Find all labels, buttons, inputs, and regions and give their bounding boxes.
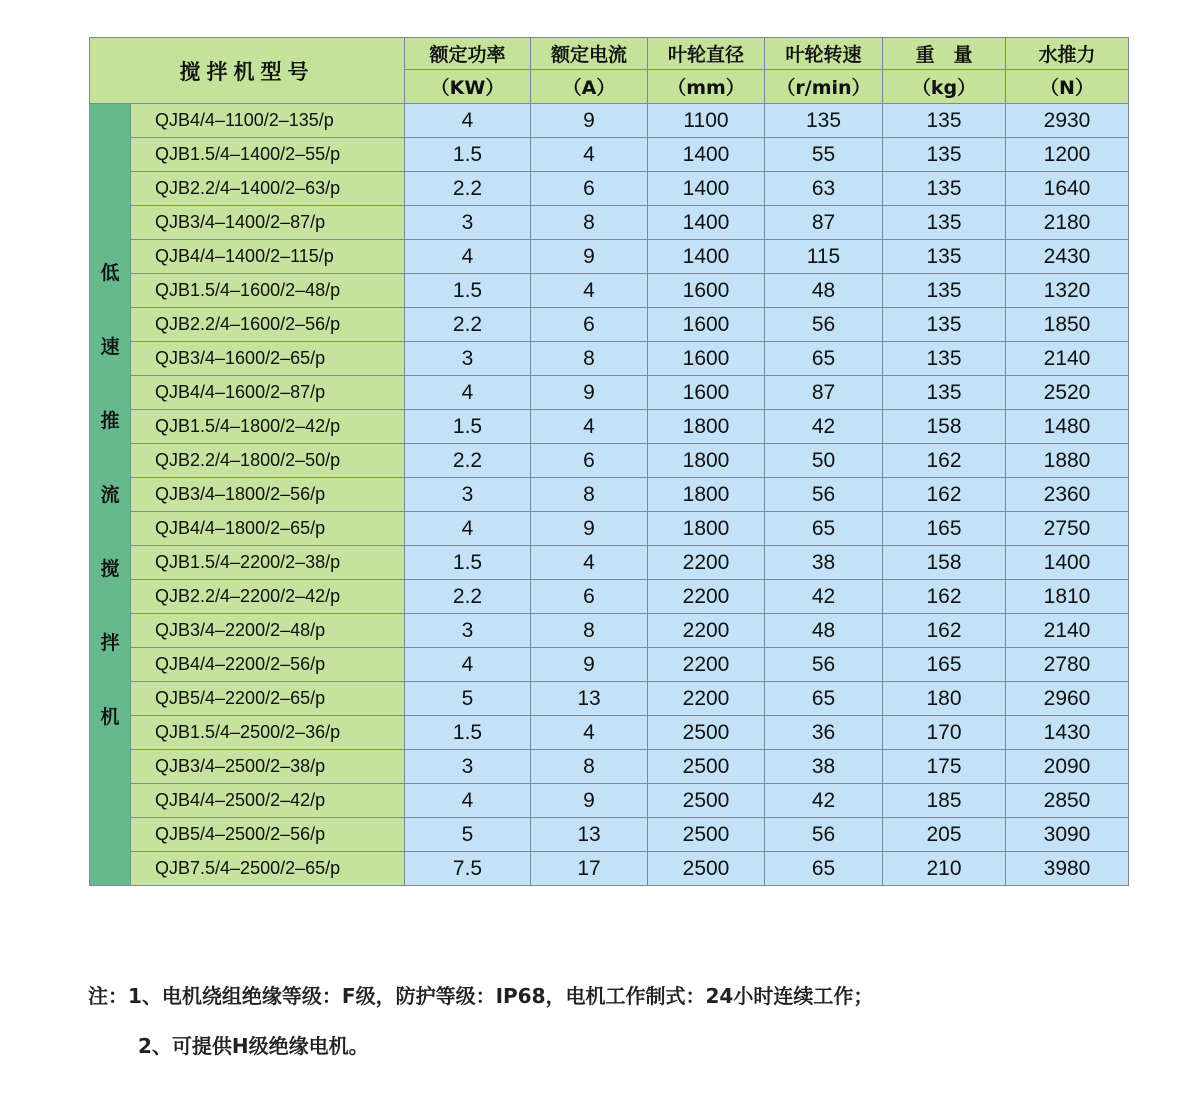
cell-model: QJB3/4–1400/2–87/p [131, 206, 405, 240]
cell-speed: 38 [765, 546, 883, 580]
table-row [90, 512, 1129, 546]
cell-speed: 56 [765, 818, 883, 852]
cell-power: 4 [405, 104, 531, 138]
cell-speed: 135 [765, 104, 883, 138]
cell-model: QJB2.2/4–2200/2–42/p [131, 580, 405, 614]
cell-weight: 162 [883, 478, 1006, 512]
table-row [90, 104, 1129, 138]
cell-speed: 65 [765, 512, 883, 546]
cell-weight: 165 [883, 648, 1006, 682]
cell-diameter: 2200 [648, 682, 765, 716]
unit-impeller-diameter: （mm） [648, 70, 765, 104]
category-char: 机 [100, 705, 120, 728]
cell-current: 4 [531, 410, 648, 444]
cell-speed: 115 [765, 240, 883, 274]
cell-diameter: 2500 [648, 716, 765, 750]
cell-model: QJB1.5/4–2500/2–36/p [131, 716, 405, 750]
cell-current: 4 [531, 138, 648, 172]
cell-thrust: 1480 [1006, 410, 1129, 444]
cell-current: 4 [531, 274, 648, 308]
cell-power: 4 [405, 240, 531, 274]
cell-speed: 87 [765, 206, 883, 240]
table-row [90, 750, 1129, 784]
cell-diameter: 2200 [648, 614, 765, 648]
cell-diameter: 1400 [648, 240, 765, 274]
cell-model: QJB3/4–1600/2–65/p [131, 342, 405, 376]
cell-thrust: 3980 [1006, 852, 1129, 886]
cell-thrust: 2850 [1006, 784, 1129, 818]
cell-power: 5 [405, 818, 531, 852]
cell-weight: 158 [883, 546, 1006, 580]
cell-weight: 135 [883, 240, 1006, 274]
cell-thrust: 2140 [1006, 614, 1129, 648]
cell-speed: 56 [765, 648, 883, 682]
cell-power: 3 [405, 478, 531, 512]
cell-model: QJB3/4–1800/2–56/p [131, 478, 405, 512]
cell-weight: 135 [883, 342, 1006, 376]
category-char: 速 [100, 335, 120, 358]
cell-diameter: 1800 [648, 478, 765, 512]
cell-current: 6 [531, 580, 648, 614]
cell-current: 13 [531, 818, 648, 852]
table-row [90, 784, 1129, 818]
cell-power: 1.5 [405, 546, 531, 580]
cell-weight: 165 [883, 512, 1006, 546]
header-model: 搅拌机型号 [90, 38, 405, 104]
cell-current: 6 [531, 172, 648, 206]
cell-thrust: 2750 [1006, 512, 1129, 546]
header-weight: 重 量 [883, 38, 1006, 70]
cell-model: QJB7.5/4–2500/2–65/p [131, 852, 405, 886]
cell-diameter: 1600 [648, 274, 765, 308]
cell-model: QJB5/4–2200/2–65/p [131, 682, 405, 716]
header-row [90, 38, 1129, 70]
cell-power: 4 [405, 376, 531, 410]
cell-current: 6 [531, 444, 648, 478]
cell-thrust: 1810 [1006, 580, 1129, 614]
category-cell [90, 104, 131, 886]
cell-current: 9 [531, 104, 648, 138]
cell-thrust: 1850 [1006, 308, 1129, 342]
cell-thrust: 2140 [1006, 342, 1129, 376]
cell-speed: 42 [765, 580, 883, 614]
cell-thrust: 1880 [1006, 444, 1129, 478]
cell-diameter: 2500 [648, 750, 765, 784]
category-char: 拌 [100, 631, 120, 654]
cell-thrust: 2960 [1006, 682, 1129, 716]
cell-model: QJB4/4–1800/2–65/p [131, 512, 405, 546]
cell-model: QJB1.5/4–1400/2–55/p [131, 138, 405, 172]
category-char: 推 [100, 409, 120, 432]
cell-power: 1.5 [405, 410, 531, 444]
table-row [90, 852, 1129, 886]
unit-thrust: （N） [1006, 70, 1129, 104]
unit-impeller-speed: （r/min） [765, 70, 883, 104]
table-row [90, 138, 1129, 172]
note-line-2: 2、可提供H级绝缘电机。 [138, 1034, 369, 1058]
cell-current: 8 [531, 206, 648, 240]
cell-power: 1.5 [405, 274, 531, 308]
cell-diameter: 1600 [648, 342, 765, 376]
cell-weight: 135 [883, 138, 1006, 172]
cell-power: 4 [405, 648, 531, 682]
cell-model: QJB1.5/4–1600/2–48/p [131, 274, 405, 308]
cell-model: QJB3/4–2200/2–48/p [131, 614, 405, 648]
cell-diameter: 2500 [648, 818, 765, 852]
cell-current: 6 [531, 308, 648, 342]
cell-weight: 158 [883, 410, 1006, 444]
unit-power: （KW） [405, 70, 531, 104]
cell-current: 9 [531, 376, 648, 410]
cell-thrust: 2360 [1006, 478, 1129, 512]
cell-weight: 205 [883, 818, 1006, 852]
cell-weight: 170 [883, 716, 1006, 750]
table-body [90, 104, 1129, 886]
header-impeller-diameter: 叶轮直径 [648, 38, 765, 70]
cell-current: 8 [531, 478, 648, 512]
cell-model: QJB2.2/4–1600/2–56/p [131, 308, 405, 342]
cell-thrust: 2430 [1006, 240, 1129, 274]
cell-thrust: 2520 [1006, 376, 1129, 410]
cell-power: 2.2 [405, 444, 531, 478]
cell-power: 3 [405, 750, 531, 784]
category-char: 流 [100, 483, 120, 506]
header-power: 额定功率 [405, 38, 531, 70]
header-impeller-speed: 叶轮转速 [765, 38, 883, 70]
cell-thrust: 2780 [1006, 648, 1129, 682]
cell-current: 13 [531, 682, 648, 716]
cell-speed: 65 [765, 852, 883, 886]
cell-weight: 162 [883, 580, 1006, 614]
cell-model: QJB4/4–2200/2–56/p [131, 648, 405, 682]
cell-speed: 36 [765, 716, 883, 750]
cell-speed: 42 [765, 784, 883, 818]
table-row [90, 614, 1129, 648]
spec-table [89, 37, 1129, 886]
cell-power: 3 [405, 206, 531, 240]
table-row [90, 410, 1129, 444]
note-line-1: 注：1、电机绕组绝缘等级：F级，防护等级：IP68，电机工作制式：24小时连续工作； [88, 984, 874, 1008]
cell-current: 8 [531, 342, 648, 376]
cell-current: 9 [531, 648, 648, 682]
cell-current: 4 [531, 546, 648, 580]
cell-thrust: 3090 [1006, 818, 1129, 852]
cell-current: 8 [531, 750, 648, 784]
table-row [90, 172, 1129, 206]
cell-weight: 210 [883, 852, 1006, 886]
cell-diameter: 2500 [648, 852, 765, 886]
cell-weight: 135 [883, 308, 1006, 342]
table-row [90, 274, 1129, 308]
cell-diameter: 1800 [648, 444, 765, 478]
cell-speed: 63 [765, 172, 883, 206]
table-row [90, 818, 1129, 852]
table-row [90, 682, 1129, 716]
cell-diameter: 2200 [648, 580, 765, 614]
cell-thrust: 2930 [1006, 104, 1129, 138]
cell-diameter: 1800 [648, 410, 765, 444]
cell-model: QJB3/4–2500/2–38/p [131, 750, 405, 784]
cell-model: QJB1.5/4–1800/2–42/p [131, 410, 405, 444]
cell-diameter: 2500 [648, 784, 765, 818]
table-row [90, 342, 1129, 376]
header-current: 额定电流 [531, 38, 648, 70]
cell-weight: 135 [883, 172, 1006, 206]
cell-speed: 87 [765, 376, 883, 410]
table-row [90, 546, 1129, 580]
cell-diameter: 1400 [648, 206, 765, 240]
cell-diameter: 2200 [648, 648, 765, 682]
cell-speed: 65 [765, 342, 883, 376]
cell-speed: 56 [765, 478, 883, 512]
cell-thrust: 2090 [1006, 750, 1129, 784]
cell-thrust: 1430 [1006, 716, 1129, 750]
cell-thrust: 2180 [1006, 206, 1129, 240]
cell-current: 9 [531, 784, 648, 818]
cell-current: 9 [531, 512, 648, 546]
cell-thrust: 1200 [1006, 138, 1129, 172]
cell-power: 4 [405, 512, 531, 546]
cell-diameter: 1600 [648, 308, 765, 342]
table-row [90, 478, 1129, 512]
cell-power: 7.5 [405, 852, 531, 886]
cell-current: 8 [531, 614, 648, 648]
cell-diameter: 1100 [648, 104, 765, 138]
cell-model: QJB5/4–2500/2–56/p [131, 818, 405, 852]
cell-power: 3 [405, 342, 531, 376]
notes [88, 980, 873, 1059]
cell-model: QJB4/4–1600/2–87/p [131, 376, 405, 410]
cell-weight: 135 [883, 206, 1006, 240]
table-row [90, 376, 1129, 410]
cell-diameter: 1800 [648, 512, 765, 546]
cell-power: 2.2 [405, 308, 531, 342]
cell-weight: 185 [883, 784, 1006, 818]
cell-speed: 65 [765, 682, 883, 716]
cell-speed: 38 [765, 750, 883, 784]
cell-model: QJB4/4–1100/2–135/p [131, 104, 405, 138]
cell-diameter: 2200 [648, 546, 765, 580]
category-char: 低 [100, 261, 120, 284]
cell-weight: 180 [883, 682, 1006, 716]
cell-power: 3 [405, 614, 531, 648]
cell-current: 4 [531, 716, 648, 750]
cell-thrust: 1320 [1006, 274, 1129, 308]
cell-weight: 135 [883, 376, 1006, 410]
cell-weight: 162 [883, 444, 1006, 478]
cell-weight: 135 [883, 274, 1006, 308]
table-row [90, 308, 1129, 342]
cell-thrust: 1640 [1006, 172, 1129, 206]
table-row [90, 240, 1129, 274]
cell-speed: 50 [765, 444, 883, 478]
category-char: 搅 [100, 557, 120, 580]
cell-model: QJB1.5/4–2200/2–38/p [131, 546, 405, 580]
cell-speed: 48 [765, 614, 883, 648]
cell-diameter: 1400 [648, 172, 765, 206]
unit-weight: （kg） [883, 70, 1006, 104]
cell-power: 2.2 [405, 580, 531, 614]
cell-weight: 135 [883, 104, 1006, 138]
cell-model: QJB2.2/4–1800/2–50/p [131, 444, 405, 478]
table-row [90, 580, 1129, 614]
cell-power: 4 [405, 784, 531, 818]
cell-speed: 55 [765, 138, 883, 172]
cell-model: QJB4/4–2500/2–42/p [131, 784, 405, 818]
cell-diameter: 1400 [648, 138, 765, 172]
unit-current: （A） [531, 70, 648, 104]
cell-power: 5 [405, 682, 531, 716]
cell-power: 1.5 [405, 716, 531, 750]
cell-weight: 175 [883, 750, 1006, 784]
table-row [90, 444, 1129, 478]
cell-current: 17 [531, 852, 648, 886]
cell-speed: 42 [765, 410, 883, 444]
cell-current: 9 [531, 240, 648, 274]
cell-model: QJB2.2/4–1400/2–63/p [131, 172, 405, 206]
cell-speed: 48 [765, 274, 883, 308]
table-row [90, 716, 1129, 750]
cell-diameter: 1600 [648, 376, 765, 410]
cell-speed: 56 [765, 308, 883, 342]
table-row [90, 206, 1129, 240]
cell-model: QJB4/4–1400/2–115/p [131, 240, 405, 274]
cell-thrust: 1400 [1006, 546, 1129, 580]
cell-power: 2.2 [405, 172, 531, 206]
cell-weight: 162 [883, 614, 1006, 648]
header-thrust: 水推力 [1006, 38, 1129, 70]
table-row [90, 648, 1129, 682]
cell-power: 1.5 [405, 138, 531, 172]
